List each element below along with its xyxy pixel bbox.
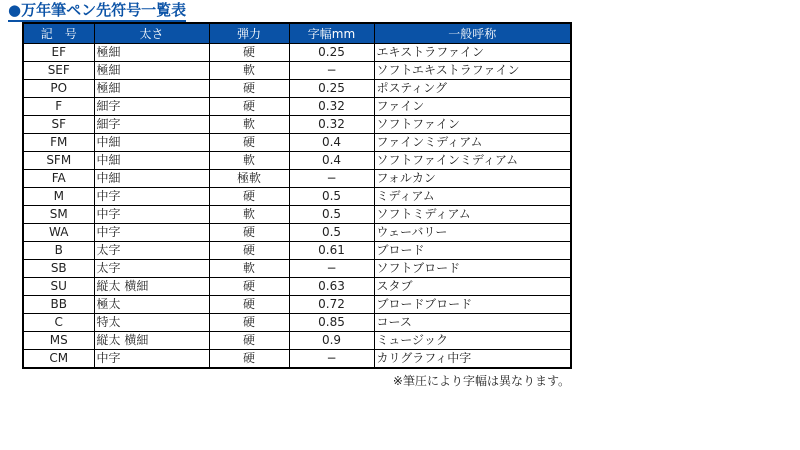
table-cell: 0.5 <box>289 224 374 242</box>
table-cell: 硬 <box>209 134 289 152</box>
table-cell: フォルカン <box>374 170 571 188</box>
table-row <box>23 188 571 206</box>
column-header-1: 太さ <box>94 23 209 44</box>
table-cell: WA <box>23 224 94 242</box>
table-row <box>23 98 571 116</box>
table-row <box>23 116 571 134</box>
table-cell: MS <box>23 332 94 350</box>
table-cell: FA <box>23 170 94 188</box>
table-cell: SM <box>23 206 94 224</box>
table-row <box>23 80 571 98</box>
table-row <box>23 314 571 332</box>
table-cell: − <box>289 350 374 369</box>
table-cell: 中字 <box>94 206 209 224</box>
table-cell: ミディアム <box>374 188 571 206</box>
table-cell: 0.25 <box>289 44 374 62</box>
table-cell: ウェーバリー <box>374 224 571 242</box>
table-cell: 0.72 <box>289 296 374 314</box>
table-cell: 軟 <box>209 62 289 80</box>
table-cell: 硬 <box>209 98 289 116</box>
table-row <box>23 44 571 62</box>
column-header-0: 記 号 <box>23 23 94 44</box>
table-cell: 0.9 <box>289 332 374 350</box>
table-cell: 細字 <box>94 116 209 134</box>
table-cell: 中字 <box>94 224 209 242</box>
table-cell: 縦太 横細 <box>94 278 209 296</box>
table-cell: スタブ <box>374 278 571 296</box>
table-cell: ソフトエキストラファイン <box>374 62 571 80</box>
table-cell: ミュージック <box>374 332 571 350</box>
table-row <box>23 152 571 170</box>
table-cell: EF <box>23 44 94 62</box>
table-cell: SB <box>23 260 94 278</box>
table-cell: ブロードブロード <box>374 296 571 314</box>
table-cell: F <box>23 98 94 116</box>
footnote: ※筆圧により字幅は異なります。 <box>392 374 570 388</box>
table-cell: 太字 <box>94 260 209 278</box>
table-cell: ソフトファインミディアム <box>374 152 571 170</box>
table-cell: C <box>23 314 94 332</box>
table-cell: 太字 <box>94 242 209 260</box>
table-row <box>23 170 571 188</box>
nib-table-body <box>23 44 571 369</box>
table-cell: 極細 <box>94 80 209 98</box>
table-cell: 硬 <box>209 242 289 260</box>
table-cell: 硬 <box>209 332 289 350</box>
table-cell: 極細 <box>94 62 209 80</box>
table-cell: FM <box>23 134 94 152</box>
table-cell: 特太 <box>94 314 209 332</box>
column-header-3: 字幅mm <box>289 23 374 44</box>
table-cell: 0.5 <box>289 188 374 206</box>
table-cell: 0.25 <box>289 80 374 98</box>
table-cell: 極細 <box>94 44 209 62</box>
table-cell: SFM <box>23 152 94 170</box>
table-row <box>23 332 571 350</box>
table-header-row <box>23 23 571 44</box>
table-cell: 極太 <box>94 296 209 314</box>
table-cell: M <box>23 188 94 206</box>
table-cell: 硬 <box>209 278 289 296</box>
table-row <box>23 278 571 296</box>
table-cell: 硬 <box>209 44 289 62</box>
table-cell: − <box>289 260 374 278</box>
table-cell: PO <box>23 80 94 98</box>
table-row <box>23 350 571 369</box>
table-cell: − <box>289 62 374 80</box>
table-cell: 0.63 <box>289 278 374 296</box>
table-cell: ファイン <box>374 98 571 116</box>
table-cell: 硬 <box>209 224 289 242</box>
table-cell: SEF <box>23 62 94 80</box>
table-cell: エキストラファイン <box>374 44 571 62</box>
table-cell: 中字 <box>94 350 209 369</box>
table-cell: 硬 <box>209 350 289 369</box>
table-cell: 硬 <box>209 296 289 314</box>
table-row <box>23 134 571 152</box>
table-cell: − <box>289 170 374 188</box>
table-cell: 硬 <box>209 314 289 332</box>
table-cell: 細字 <box>94 98 209 116</box>
table-cell: 硬 <box>209 188 289 206</box>
table-cell: 0.32 <box>289 98 374 116</box>
table-cell: ブロード <box>374 242 571 260</box>
table-cell: 軟 <box>209 206 289 224</box>
table-cell: 中字 <box>94 188 209 206</box>
nib-table <box>22 22 572 369</box>
table-cell: 硬 <box>209 80 289 98</box>
table-cell: 中細 <box>94 134 209 152</box>
table-cell: 軟 <box>209 260 289 278</box>
table-row <box>23 242 571 260</box>
table-row <box>23 206 571 224</box>
table-cell: ポスティング <box>374 80 571 98</box>
table-cell: 軟 <box>209 116 289 134</box>
table-cell: B <box>23 242 94 260</box>
table-cell: SU <box>23 278 94 296</box>
column-header-4: 一般呼称 <box>374 23 571 44</box>
table-cell: BB <box>23 296 94 314</box>
table-cell: 0.32 <box>289 116 374 134</box>
table-row <box>23 224 571 242</box>
table-cell: 中細 <box>94 170 209 188</box>
table-cell: SF <box>23 116 94 134</box>
table-cell: CM <box>23 350 94 369</box>
table-cell: ソフトミディアム <box>374 206 571 224</box>
table-cell: 極軟 <box>209 170 289 188</box>
table-cell: カリグラフィ中字 <box>374 350 571 369</box>
column-header-2: 弾力 <box>209 23 289 44</box>
table-cell: ソフトブロード <box>374 260 571 278</box>
table-row <box>23 62 571 80</box>
table-cell: 軟 <box>209 152 289 170</box>
table-cell: 縦太 横細 <box>94 332 209 350</box>
table-row <box>23 296 571 314</box>
table-cell: コース <box>374 314 571 332</box>
page-title: ●万年筆ペン先符号一覧表 <box>8 2 186 22</box>
table-cell: 0.61 <box>289 242 374 260</box>
table-cell: 0.4 <box>289 134 374 152</box>
table-cell: ソフトファイン <box>374 116 571 134</box>
table-cell: ファインミディアム <box>374 134 571 152</box>
table-cell: 中細 <box>94 152 209 170</box>
table-row <box>23 260 571 278</box>
table-cell: 0.4 <box>289 152 374 170</box>
table-cell: 0.5 <box>289 206 374 224</box>
table-cell: 0.85 <box>289 314 374 332</box>
